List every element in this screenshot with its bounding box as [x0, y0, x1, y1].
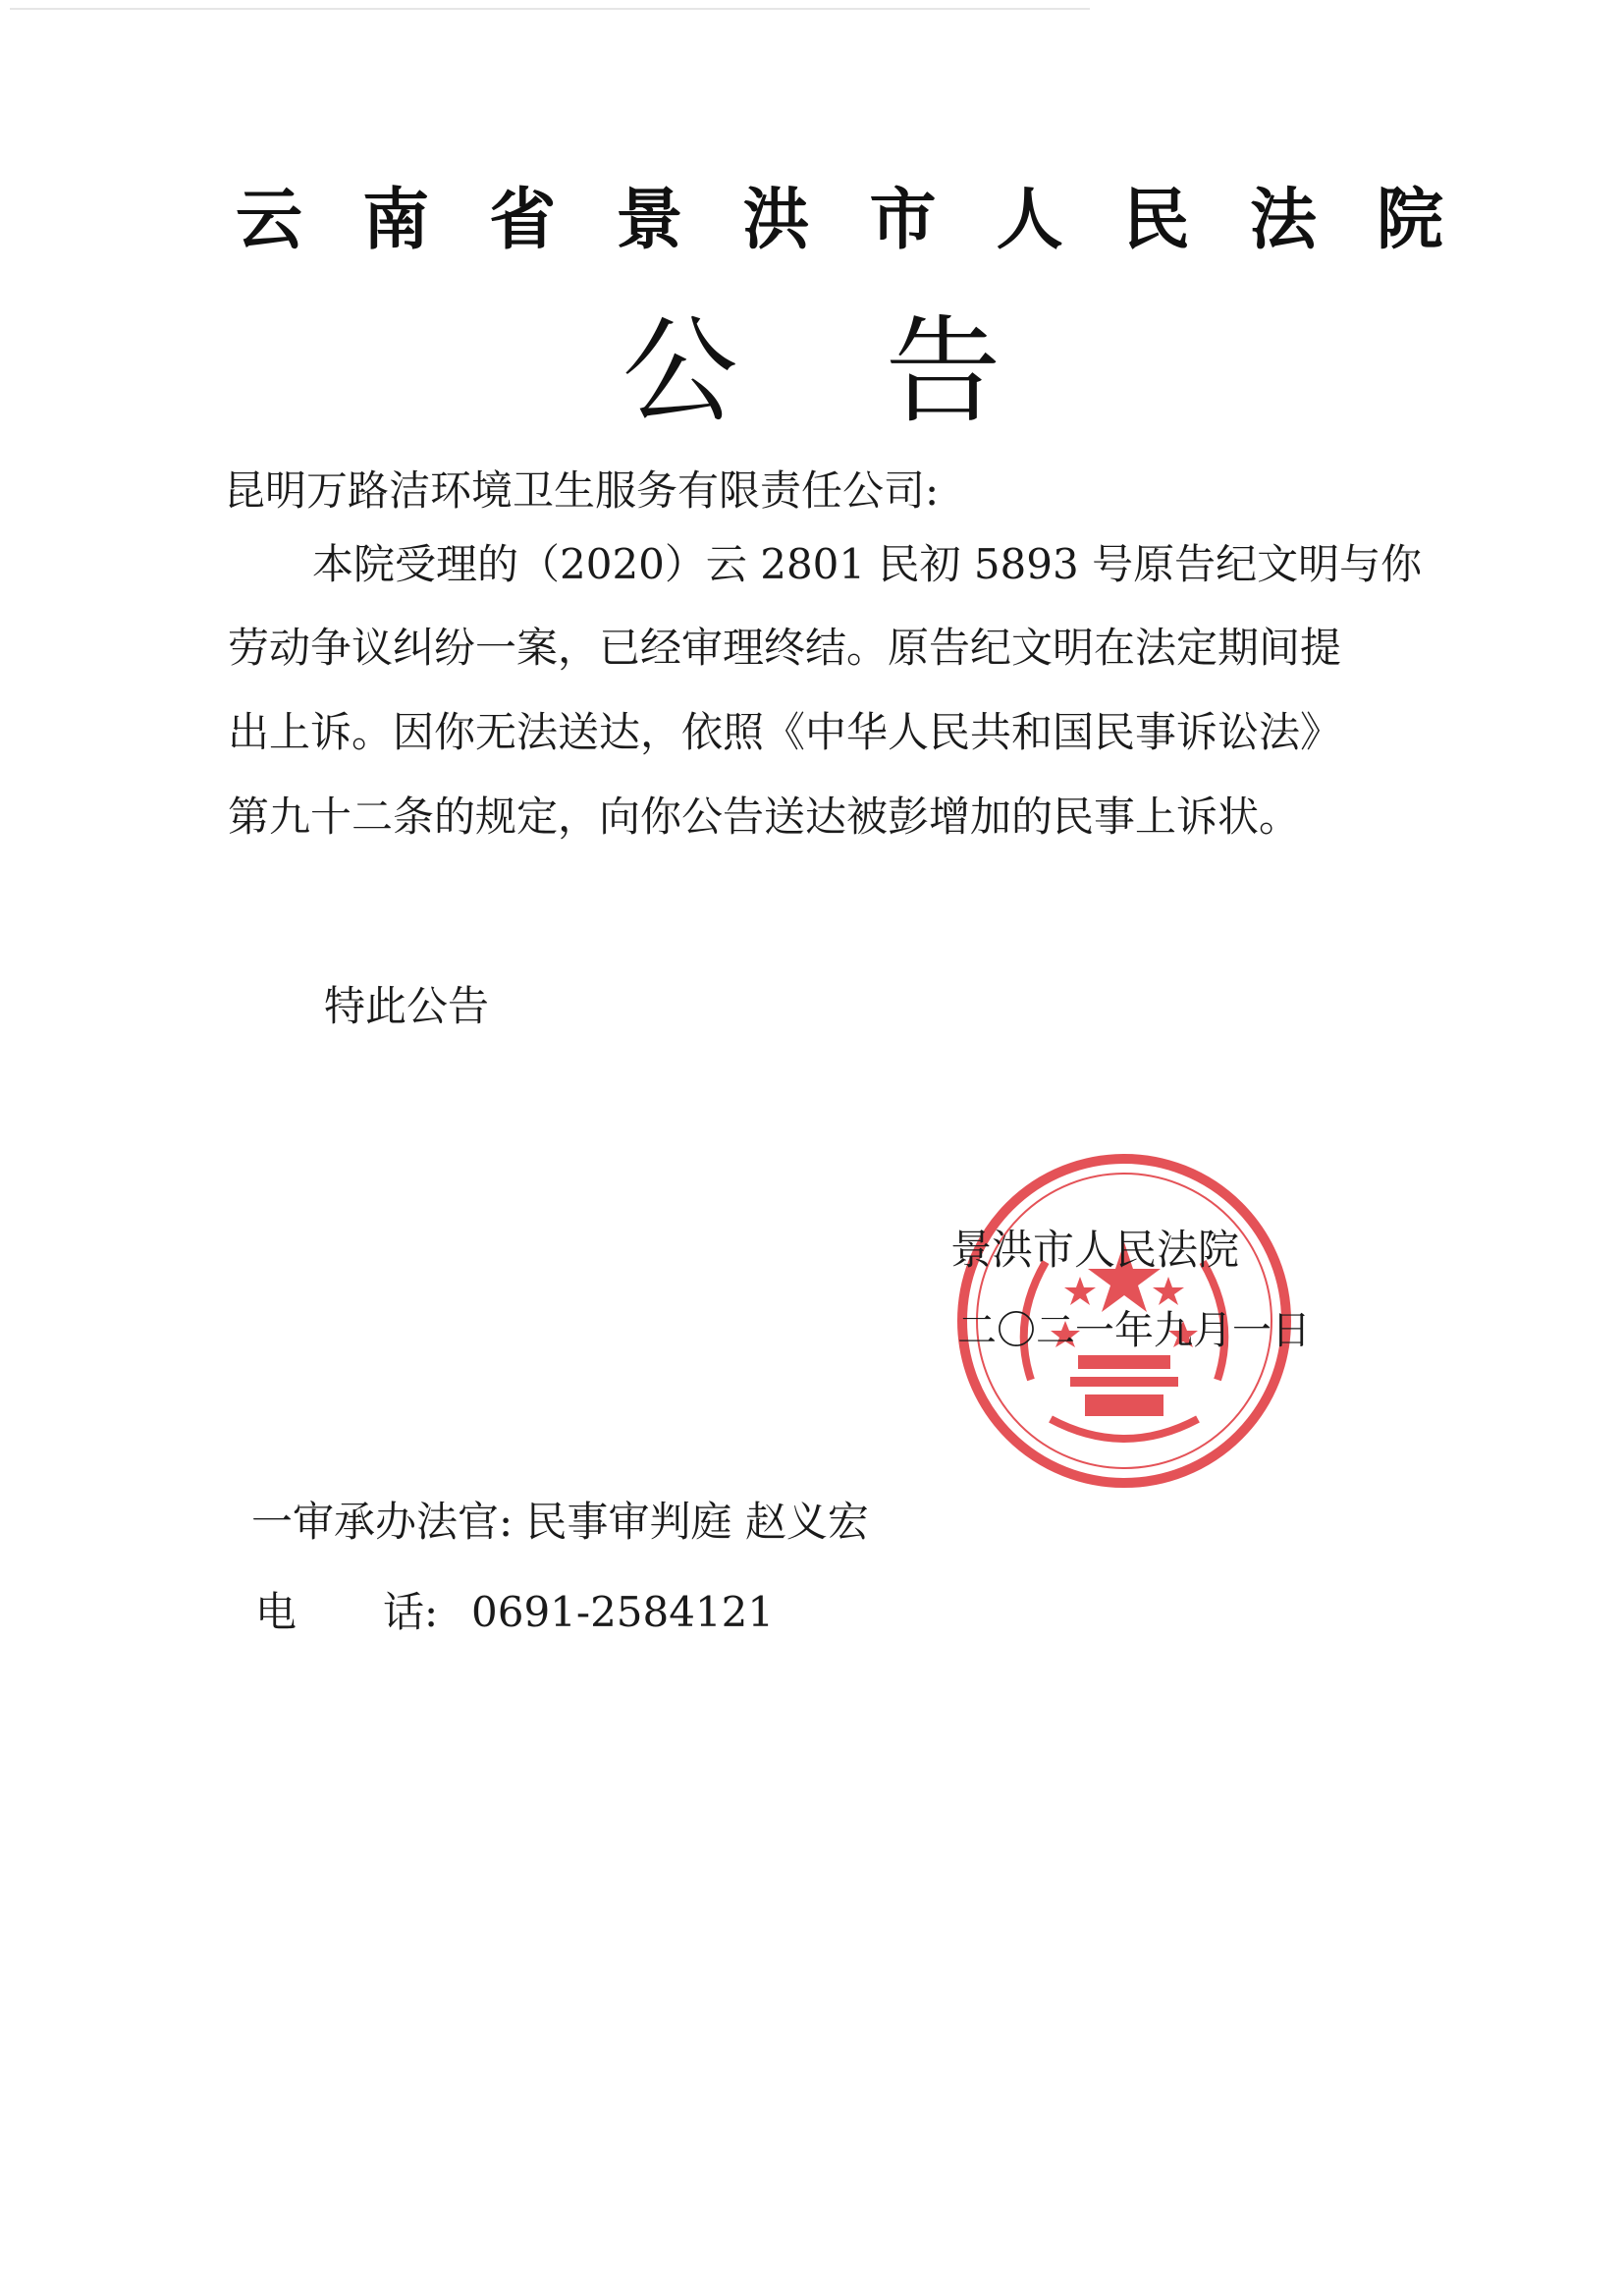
signature-court-name: 景洪市人民法院	[950, 1226, 1240, 1274]
body-line-4: 第九十二条的规定，向你公告送达被彭增加的民事上诉状。	[228, 793, 1301, 841]
court-name-char: 人	[996, 182, 1063, 259]
signature-date: 二〇二一年九月一日	[957, 1308, 1311, 1353]
court-name-char: 景	[616, 182, 683, 259]
court-name-char: 南	[362, 182, 430, 259]
closing-phrase: 特此公告	[324, 982, 490, 1030]
body-line-2: 劳动争议纠纷一案，已经审理终结。原告纪文明在法定期间提	[228, 624, 1342, 672]
court-name-char: 法	[1249, 182, 1317, 259]
court-name-char: 市	[869, 182, 937, 259]
court-name-char: 民	[1122, 182, 1190, 259]
scan-edge-mark	[10, 8, 1090, 10]
body-line-3: 出上诉。因你无法送达，依照《中华人民共和国民事诉讼法》	[228, 708, 1342, 756]
phone-info	[255, 1583, 774, 1642]
court-name-char: 洪	[742, 182, 810, 259]
court-name-heading	[236, 177, 1443, 265]
body-line-1: 本院受理的（2020）云 2801 民初 5893 号原告纪文明与你	[312, 540, 1423, 588]
document-title	[0, 302, 1623, 440]
judge-info: 一审承办法官: 民事审判庭 赵义宏	[251, 1498, 869, 1546]
court-name-char: 云	[236, 182, 303, 259]
phone-label-part-2: 话:	[383, 1588, 439, 1636]
phone-label-part-1: 电	[255, 1588, 298, 1636]
phone-number: 0691-2584121	[471, 1588, 775, 1636]
court-name-char: 省	[489, 182, 557, 259]
court-name-char: 院	[1376, 182, 1443, 259]
addressee: 昆明万路洁环境卫生服务有限责任公司:	[224, 466, 940, 515]
document-title-char: 公	[622, 303, 738, 439]
document-title-char: 告	[885, 303, 1001, 439]
